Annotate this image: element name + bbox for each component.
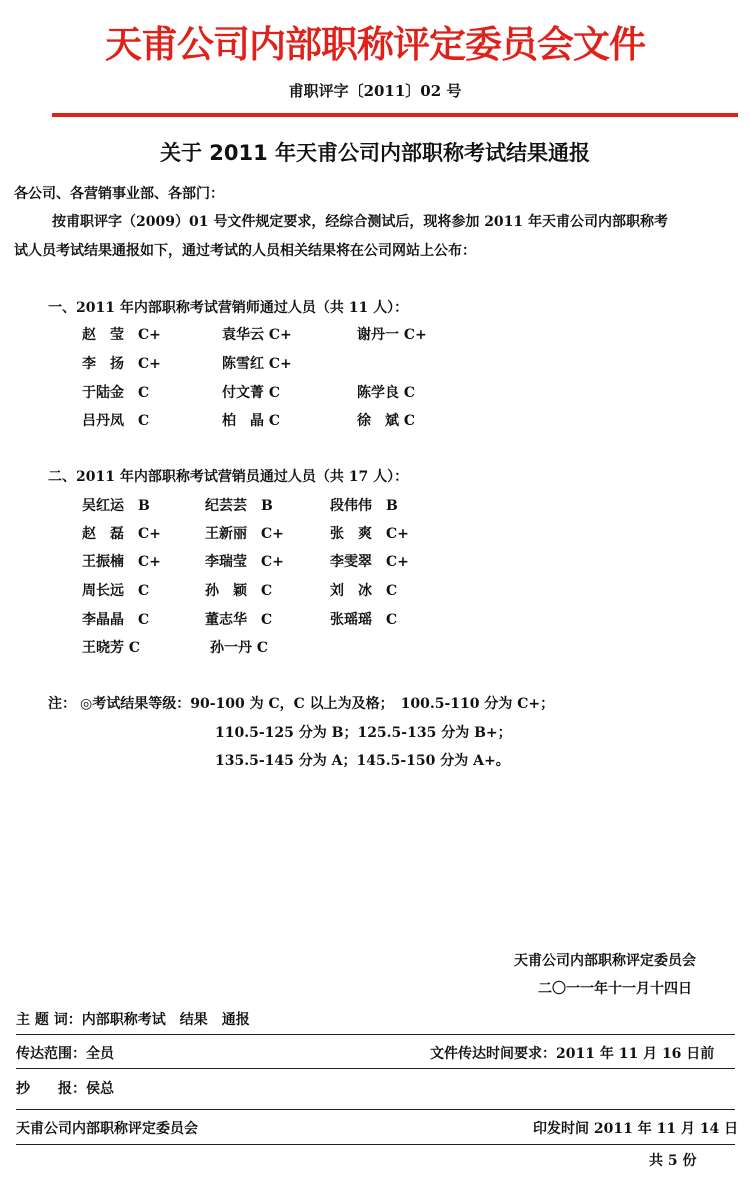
- list-item: 刘 冰 C: [330, 583, 398, 599]
- list-item: 李晶晶 C: [82, 612, 150, 628]
- list-item: 孙一丹 C: [210, 640, 269, 656]
- list-item: 付文菁 C: [222, 385, 281, 401]
- page-title: 关于 2011 年天甫公司内部职称考试结果通报: [159, 141, 591, 165]
- delivery-deadline: 文件传达时间要求：2011 年 11 月 16 日前: [430, 1046, 715, 1062]
- list-item: 陈雪红 C+: [222, 356, 292, 372]
- list-item: 谢丹一 C+: [357, 327, 427, 343]
- signature-date: 二〇一一年十一月十四日: [538, 981, 692, 997]
- section2-heading: 二、2011 年内部职称考试营销员通过人员（共 17 人）：: [48, 469, 409, 485]
- list-item: 纪芸芸 B: [205, 498, 273, 514]
- document-number: 甫职评字〔2011〕02 号: [288, 82, 462, 100]
- list-item: 于陆金 C: [82, 385, 150, 401]
- list-item: 李 扬 C+: [82, 356, 161, 372]
- footer-divider: [16, 1144, 735, 1145]
- list-item: 王振楠 C+: [82, 554, 161, 570]
- salutation: 各公司、各营销事业部、各部门：: [14, 186, 224, 202]
- list-item: 张瑶瑶 C: [330, 612, 398, 628]
- note-label: 注：: [48, 696, 76, 712]
- list-item: 段伟伟 B: [330, 498, 398, 514]
- footer-divider: [16, 1109, 735, 1110]
- list-item: 李雯翠 C+: [330, 554, 409, 570]
- list-item: 陈学良 C: [357, 385, 416, 401]
- list-item: 董志华 C: [205, 612, 273, 628]
- list-item: 吴红运 B: [82, 498, 150, 514]
- list-item: 徐 斌 C: [357, 413, 416, 429]
- list-item: 赵 磊 C+: [82, 526, 161, 542]
- note-line-3: 135.5-145 分为 A；145.5-150 分为 A+。: [215, 753, 510, 769]
- signature-committee: 天甫公司内部职称评定委员会: [514, 953, 696, 969]
- section1-heading: 一、2011 年内部职称考试营销师通过人员（共 11 人）：: [48, 300, 409, 316]
- note-line-2: 110.5-125 分为 B；125.5-135 分为 B+；: [215, 725, 512, 741]
- issuer: 天甫公司内部职称评定委员会: [16, 1121, 198, 1137]
- list-item: 王新丽 C+: [205, 526, 284, 542]
- list-item: 袁华云 C+: [222, 327, 292, 343]
- list-item: 张 爽 C+: [330, 526, 409, 542]
- list-item: 孙 颖 C: [205, 583, 273, 599]
- intro-line-1: 按甫职评字（2009）01 号文件规定要求，经综合测试后，现将参加 2011 年天甫公司内部职称考: [52, 214, 669, 230]
- footer-divider: [16, 1068, 735, 1069]
- red-divider: [52, 113, 738, 117]
- list-item: 柏 晶 C: [222, 413, 281, 429]
- subject-keywords: 主 题 词：内部职称考试 结果 通报: [16, 1012, 250, 1028]
- issue-time: 印发时间 2011 年 11 月 14 日: [533, 1121, 739, 1137]
- list-item: 周长远 C: [82, 583, 150, 599]
- list-item: 王晓芳 C: [82, 640, 141, 656]
- distribution-scope: 传达范围：全员: [16, 1046, 114, 1062]
- list-item: 李瑞莹 C+: [205, 554, 284, 570]
- intro-line-2: 试人员考试结果通报如下，通过考试的人员相关结果将在公司网站上公布：: [14, 243, 476, 259]
- list-item: 赵 莹 C+: [82, 327, 161, 343]
- copy-count: 共 5 份: [649, 1153, 697, 1169]
- org-header-title: 天甫公司内部职称评定委员会文件: [105, 23, 645, 66]
- footer-divider: [16, 1034, 735, 1035]
- cc-recipient: 抄 报：侯总: [16, 1081, 114, 1097]
- note-line-1: ◎考试结果等级：90-100 为 C，C 以上为及格； 100.5-110 分为 C+；: [80, 696, 555, 712]
- list-item: 吕丹凤 C: [82, 413, 150, 429]
